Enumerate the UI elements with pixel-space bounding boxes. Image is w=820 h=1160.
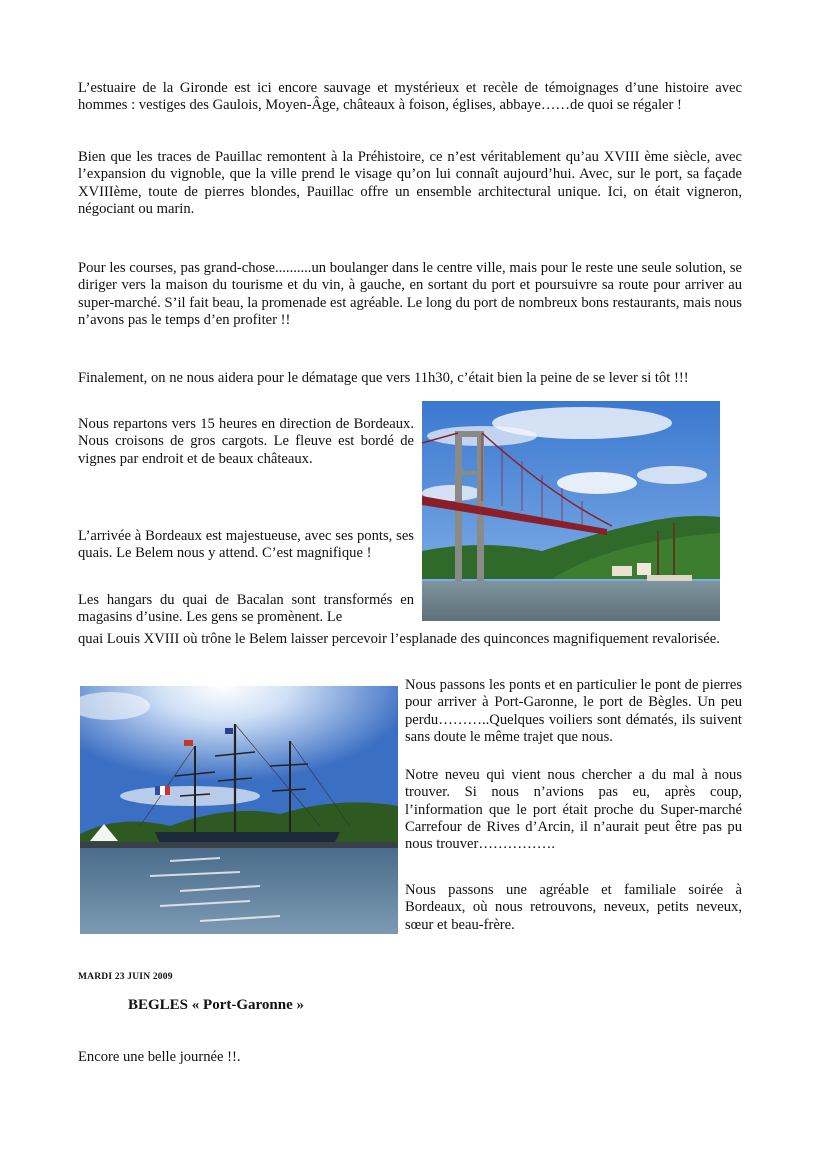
paragraph-quai: quai Louis XVIII où trône le Belem laisser percevoir l’esplanade des quinconces magnifiquement revalorisée. [78, 631, 720, 647]
paragraph-evening: Nous passons une agréable et familiale soirée à Bordeaux, où nous retrouvons, neveux, petits neveux, sœur et beau-frère. [405, 882, 742, 933]
bridge-illustration [422, 401, 720, 621]
paragraph-nephew: Notre neveu qui vient nous chercher a du mal à nous trouver. Si nous n’avions pas eu, après coup, l’information que le port était proche du Super-marché Carrefour de Rives d’Arcin, il n’aurait peut être pas pu nous trouver……………. [405, 767, 742, 853]
paragraph-bridges: Nous passons les ponts et en particulier le pont de pierres pour arriver à Port-Garonne, le port de Bègles. Un peu perdu………..Quelques voiliers sont dématés, ils suivent sans doute le même trajet que nous. [405, 677, 742, 745]
section-title: BEGLES « Port-Garonne » [128, 997, 304, 1013]
paragraph-demasting: Finalement, on ne nous aidera pour le dématage que vers 11h30, c’était bien la peine de se lever si tôt !!! [78, 370, 689, 386]
paragraph-hangars: Les hangars du quai de Bacalan sont transformés en magasins d’usine. Les gens se promènent. Le [78, 592, 414, 626]
photo-belem [80, 686, 398, 934]
paragraph-shopping: Pour les courses, pas grand-chose..........un boulanger dans le centre ville, mais pour le reste une seule solution, se diriger vers la maison du tourisme et du vin, à gauche, en sortant du port et poursuivre sa route pour arriver au super-marché. S’il fait beau, la promenade est agréable. Le long du port de nombreux bons restaurants, mais nous n’avons pas le temps d’en profiter !! [78, 260, 742, 328]
paragraph-estuary: L’estuaire de la Gironde est ici encore sauvage et mystérieux et recèle de témoignages d’une histoire avec hommes : vestiges des Gaulois, Moyen-Âge, châteaux à foison, églises, abbaye……de quoi se régaler ! [78, 80, 742, 114]
belem-illustration [80, 686, 398, 934]
paragraph-departure: Nous repartons vers 15 heures en direction de Bordeaux. Nous croisons de gros cargots. Le fleuve est bordé de vignes par endroit et de beaux châteaux. [78, 416, 414, 467]
paragraph-pauillac: Bien que les traces de Pauillac remontent à la Préhistoire, ce n’est véritablement qu’au XVIII ème siècle, avec l’expansion du vignoble, que la ville prend le visage qu’on lui connaît aujourd’hui. Avec, sur le port, sa façade XVIIIème, toute de pierres blondes, Pauillac offre un ensemble architectural unique. Ici, on était vigneron, négociant ou marin. [78, 149, 742, 217]
photo-bridge [422, 401, 720, 621]
paragraph-arrival: L’arrivée à Bordeaux est majestueuse, avec ses ponts, ses quais. Le Belem nous y attend. C’est magnifique ! [78, 528, 414, 562]
date-label: MARDI 23 JUIN 2009 [78, 972, 173, 982]
paragraph-closing: Encore une belle journée !!. [78, 1049, 241, 1065]
